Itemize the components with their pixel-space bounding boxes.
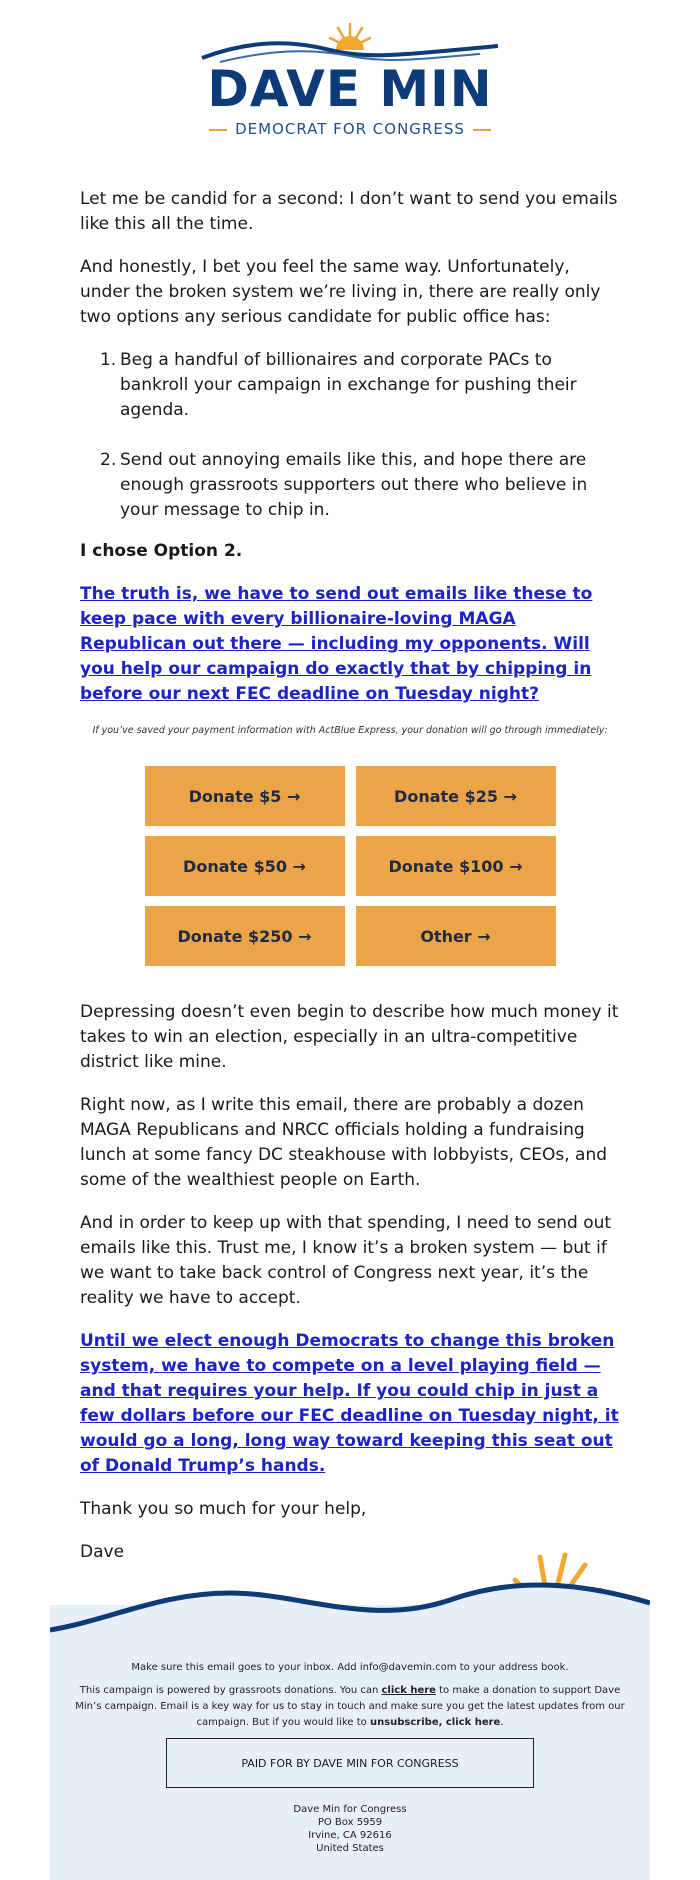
footer: [50, 1545, 650, 1880]
donate-button-grid: [145, 766, 556, 966]
logo-subtitle: [0, 120, 700, 138]
option-item-2: [80, 448, 620, 523]
paragraph-1: Let me be candid for a second: I don’t want to send you emails like this all the time.: [80, 189, 618, 234]
mailing-address: [50, 1803, 650, 1855]
options-list: [80, 348, 620, 523]
option-item-1: [80, 348, 620, 423]
option-text: Send out annoying emails like this, and hope there are enough grassroots supporters out there who believe in your message to chip in.: [120, 450, 588, 520]
donate-100-button[interactable]: Donate $100 →: [356, 836, 556, 896]
donate-25-button[interactable]: Donate $25 →: [356, 766, 556, 826]
inbox-note: Make sure this email goes to your inbox. Add info@davemin.com to your address book.: [131, 1662, 569, 1673]
thanks-text: Thank you so much for your help,: [80, 1499, 367, 1519]
subtitle-bar-right: [473, 129, 491, 131]
subtitle-bar-left: [209, 129, 227, 131]
actblue-note: If you’ve saved your payment information with ActBlue Express, your donation will go through immediately:: [92, 725, 608, 736]
address-line: Dave Min for Congress: [293, 1804, 407, 1815]
click-here-link[interactable]: click here: [381, 1685, 436, 1696]
email-body: [80, 187, 620, 1583]
donate-link-1[interactable]: The truth is, we have to send out emails like these to keep pace with every billionaire-loving MAGA Republican out there — including my opponents. Will you help our campaign do exactly that by chipping in before our next FEC deadline on Tuesday night?: [80, 584, 593, 704]
option-text: Beg a handful of billionaires and corporate PACs to bankroll your campaign in exchange for pushing their agenda.: [120, 350, 577, 420]
address-line: Irvine, CA 92616: [308, 1830, 392, 1841]
donate-5-button[interactable]: Donate $5 →: [145, 766, 345, 826]
address-line: United States: [316, 1843, 384, 1854]
paragraph-5: And in order to keep up with that spending, I need to send out emails like this. Trust me, I know it’s a broken system — but if we want to take back control of Congress next year, it’s the reality we have to accept.: [80, 1213, 612, 1308]
donate-250-button[interactable]: Donate $250 →: [145, 906, 345, 966]
paragraph-2: And honestly, I bet you feel the same way. Unfortunately, under the broken system we’re living in, there are really only two options any serious candidate for public office has:: [80, 257, 601, 327]
option-number: 2.: [100, 450, 117, 470]
option-number: 1.: [100, 350, 117, 370]
chose-option-text: I chose Option 2.: [80, 541, 243, 561]
donate-link-2[interactable]: Until we elect enough Democrats to change this broken system, we have to compete on a level playing field — and that requires your help. If you could chip in just a few dollars before our FEC deadline on Tuesday night, it would go a long, long way toward keeping this seat out of Donald Trump’s hands.: [80, 1331, 619, 1476]
donate-other-button[interactable]: Other →: [356, 906, 556, 966]
header: [0, 0, 700, 150]
paragraph-3: Depressing doesn’t even begin to describe how much money it takes to win an election, especially in an ultra-competitive district like mine.: [80, 1002, 619, 1072]
unsubscribe-link[interactable]: unsubscribe, click here: [369, 1717, 501, 1728]
logo-name: DAVE MIN: [207, 60, 493, 118]
logo-subtitle-text: DEMOCRAT FOR CONGRESS: [235, 120, 465, 138]
donate-50-button[interactable]: Donate $50 →: [145, 836, 345, 896]
paid-for-box: PAID FOR BY DAVE MIN FOR CONGRESS: [166, 1738, 534, 1788]
signoff-text: Dave: [80, 1542, 125, 1562]
address-line: PO Box 5959: [317, 1817, 383, 1828]
powered-end: .: [500, 1717, 504, 1728]
paragraph-4: Right now, as I write this email, there are probably a dozen MAGA Republicans and NRCC officials holding a fundraising lunch at some fancy DC steakhouse with lobbyists, CEOs, and some of the wealthiest people on Earth.: [80, 1095, 608, 1190]
powered-pre: This campaign is powered by grassroots donations. You can: [79, 1685, 382, 1696]
footer-wave-icon: [50, 1545, 650, 1655]
powered-mid: to make a donation to support Dave Min’s campaign. Email is a key way for us to stay in touch and make sure you get the latest updates from our campaign. But if you would like to: [75, 1685, 625, 1728]
powered-by-text: [70, 1683, 630, 1731]
